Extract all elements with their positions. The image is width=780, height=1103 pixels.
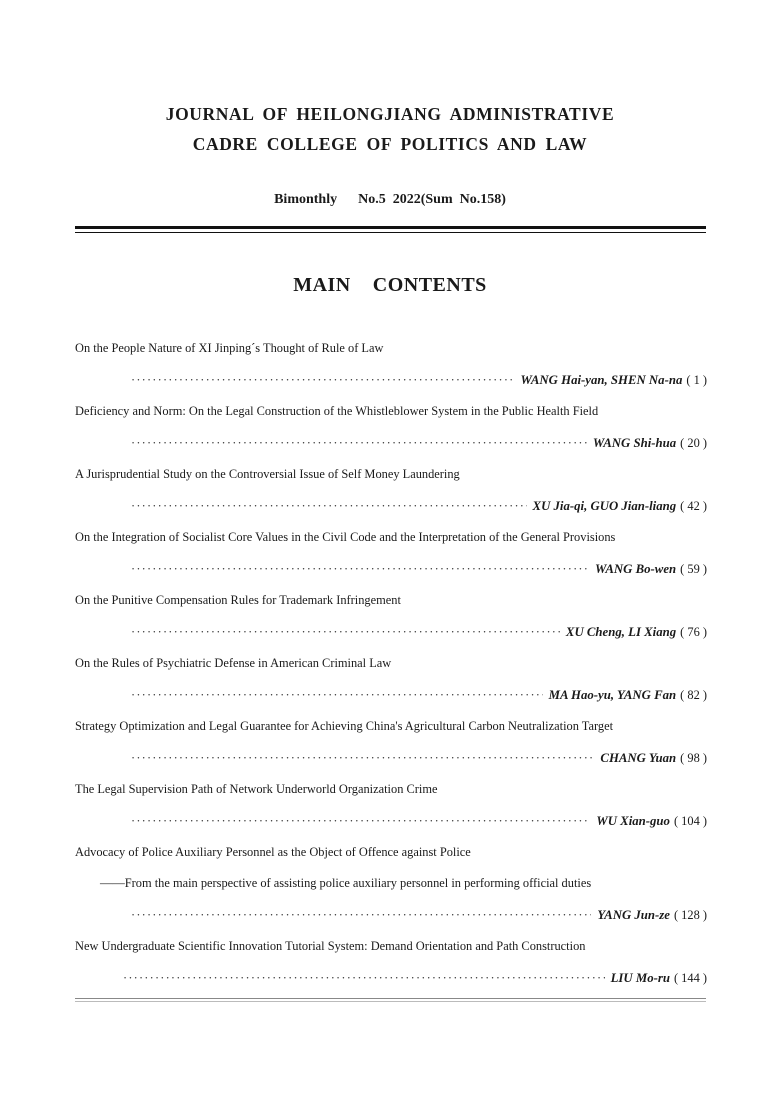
article-title: A Jurisprudential Study on the Controversial Issue of Self Money Laundering (75, 467, 460, 481)
dot-leader (131, 553, 589, 585)
author-line (75, 899, 707, 931)
page-number: ( 42 ) (680, 499, 707, 513)
footer-rule-secondary (75, 1001, 706, 1002)
toc-entry[interactable] (75, 774, 707, 837)
author-line (75, 553, 707, 585)
article-authors: WANG Hai-yan, SHEN Na-na (520, 373, 683, 387)
author-line (75, 742, 707, 774)
contents-heading: MAIN CONTENTS (293, 274, 487, 296)
article-title: On the Punitive Compensation Rules for Trademark Infringement (75, 593, 401, 607)
toc-entry[interactable] (75, 522, 707, 585)
article-title: On the Rules of Psychiatric Defense in American Criminal Law (75, 656, 392, 670)
footer-rule (75, 998, 706, 999)
dot-leader (131, 742, 594, 774)
page-number: ( 144 ) (673, 971, 707, 985)
page-number: ( 20 ) (680, 436, 707, 450)
author-line (75, 679, 707, 711)
toc-entry[interactable] (75, 648, 707, 711)
article-title: Advocacy of Police Auxiliary Personnel as the Object of Offence against Police (75, 845, 471, 859)
header-rule-thin (75, 232, 706, 233)
toc-entry[interactable] (75, 585, 707, 648)
toc-entry[interactable] (75, 396, 707, 459)
table-of-contents (75, 333, 707, 994)
author-line (75, 962, 707, 994)
author-line (75, 616, 707, 648)
article-authors: XU Cheng, LI Xiang (565, 625, 677, 639)
author-line (75, 490, 707, 522)
author-line (75, 364, 707, 396)
article-title: Strategy Optimization and Legal Guarantee for Achieving China's Agricultural Carbon Neutralization Target (75, 719, 614, 733)
dot-leader (131, 805, 590, 837)
toc-entry[interactable] (75, 837, 707, 931)
page-number: ( 128 ) (673, 908, 707, 922)
page-number: ( 82 ) (680, 688, 707, 702)
page-number: ( 98 ) (680, 751, 707, 765)
page-number: ( 76 ) (680, 625, 707, 639)
dot-leader (131, 364, 514, 396)
article-authors: XU Jia-qi, GUO Jian-liang (532, 499, 677, 513)
article-authors: YANG Jun-ze (597, 908, 670, 922)
dot-leader (131, 427, 587, 459)
issue-number: No.5 2022(Sum No.158) (358, 192, 506, 207)
article-subtitle: ——From the main perspective of assisting police auxiliary personnel in performing official duties (100, 876, 592, 890)
article-title: New Undergraduate Scientific Innovation Tutorial System: Demand Orientation and Path Construction (75, 939, 586, 953)
toc-entry[interactable] (75, 931, 707, 994)
author-line (75, 427, 707, 459)
dot-leader (131, 490, 527, 522)
journal-title-line-1: JOURNAL OF HEILONGJIANG ADMINISTRATIVE (165, 104, 615, 124)
issue-frequency: Bimonthly (274, 192, 338, 207)
dot-leader (131, 679, 543, 711)
article-title: Deficiency and Norm: On the Legal Construction of the Whistleblower System in the Public Health Field (75, 404, 599, 418)
journal-title-line-2: CADRE COLLEGE OF POLITICS AND LAW (192, 134, 588, 154)
issue-info (0, 192, 780, 208)
dot-leader (131, 899, 591, 931)
toc-entry[interactable] (75, 333, 707, 396)
article-authors: WU Xian-guo (596, 814, 670, 828)
author-line (75, 805, 707, 837)
article-authors: WANG Shi-hua (592, 436, 677, 450)
article-authors: MA Hao-yu, YANG Fan (548, 688, 677, 702)
article-title: On the People Nature of XI Jinping´s Thought of Rule of Law (75, 341, 384, 355)
article-authors: CHANG Yuan (600, 751, 677, 765)
page-number: ( 59 ) (680, 562, 707, 576)
page-number: ( 104 ) (673, 814, 707, 828)
page-number: ( 1 ) (686, 373, 707, 387)
dot-leader (131, 616, 560, 648)
article-authors: WANG Bo-wen (594, 562, 677, 576)
dot-leader (123, 962, 605, 994)
article-authors: LIU Mo-ru (610, 971, 670, 985)
article-title: On the Integration of Socialist Core Values in the Civil Code and the Interpretation of the General Provisions (75, 530, 616, 544)
header-rule-thick (75, 226, 706, 229)
article-title: The Legal Supervision Path of Network Underworld Organization Crime (75, 782, 438, 796)
toc-entry[interactable] (75, 711, 707, 774)
toc-entry[interactable] (75, 459, 707, 522)
